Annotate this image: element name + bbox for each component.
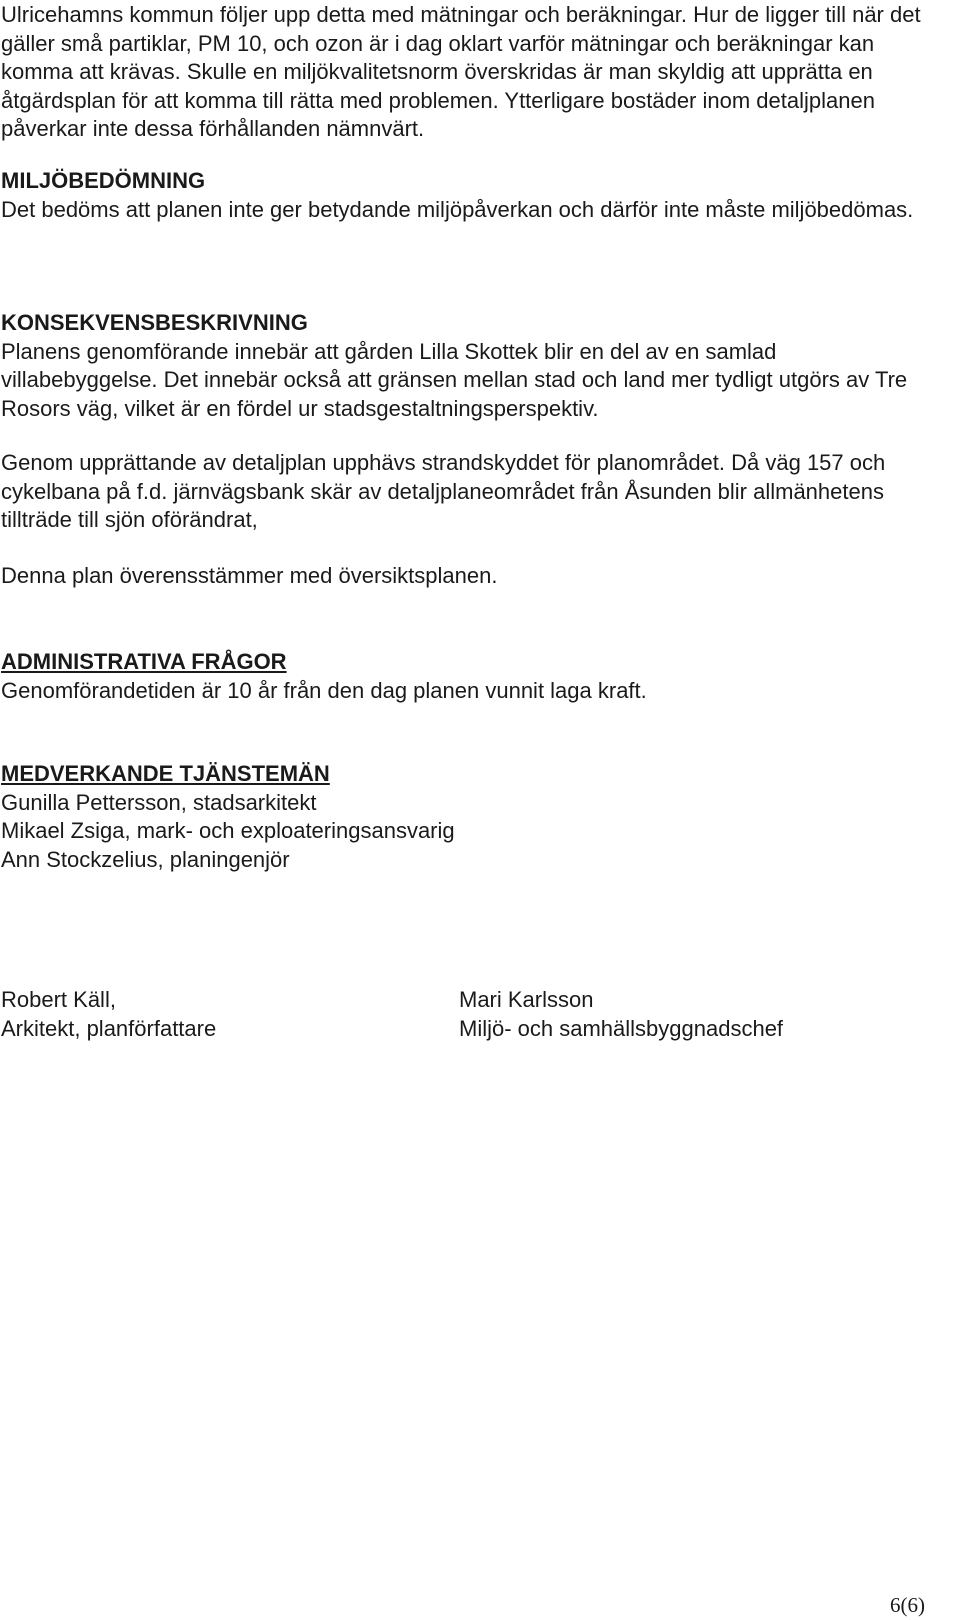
- page-number: 6(6): [890, 1593, 925, 1617]
- konsekvens-paragraph-2-block: [1, 449, 931, 535]
- section-miljobedomning: [1, 167, 931, 224]
- konsekvens-paragraph-3: Denna plan överensstämmer med översiktsplanen.: [1, 563, 498, 588]
- konsekvens-paragraph-2: Genom upprättande av detaljplan upphävs strandskyddet för planområdet. Då väg 157 och cykelbana på f.d. järnvägsbank skär av detaljplaneområdet från Åsunden blir allmänhetens tillträde till sjön oförändrat,: [1, 450, 886, 532]
- section-konsekvens: [1, 309, 931, 423]
- intro-text: Ulricehamns kommun följer upp detta med mätningar och beräkningar. Hur de ligger till när det gäller små partiklar, PM 10, och ozon är i dag oklart varför mätningar och beräkningar kan komma att krävas. Skulle en miljökvalitetsnorm överskridas är man skyldig att upprätta en åtgärdsplan för att komma till rätta med problemen. Ytterligare bostäder inom detaljplanen påverkar inte dessa förhållanden nämnvärt.: [1, 2, 921, 141]
- signature-left-name: Robert Käll,: [1, 987, 116, 1012]
- signature-right-name: Mari Karlsson: [459, 987, 594, 1012]
- miljobedomning-text: Det bedöms att planen inte ger betydande miljöpåverkan och därför inte måste miljöbedömas.: [1, 196, 914, 222]
- section-tjansteman: [1, 760, 931, 874]
- tjansteman-name-3: Ann Stockzelius, planingenjör: [1, 846, 290, 872]
- section-heading-admin: ADMINISTRATIVA FRÅGOR: [1, 649, 287, 674]
- signature-right-title: Miljö- och samhällsbyggnadschef: [459, 1015, 784, 1041]
- signature-left: [1, 986, 421, 1043]
- section-heading-tjansteman: MEDVERKANDE TJÄNSTEMÄN: [1, 761, 330, 786]
- signature-left-title: Arkitekt, planförfattare: [1, 1015, 217, 1041]
- konsekvens-paragraph-1: Planens genomförande innebär att gården Lilla Skottek blir en del av en samlad villabebyggelse. Det innebär också att gränsen mellan stad och land mer tydligt utgörs av Tre Rosors väg, vilket är en fördel ur stadsgestaltningsperspektiv.: [1, 338, 908, 421]
- konsekvens-paragraph-3-block: [1, 562, 931, 591]
- section-admin: [1, 648, 931, 705]
- signature-right: [459, 986, 879, 1043]
- admin-text: Genomförandetiden är 10 år från den dag planen vunnit laga kraft.: [1, 677, 647, 703]
- section-heading-miljobedomning: MILJÖBEDÖMNING: [1, 168, 206, 193]
- section-heading-konsekvens: KONSEKVENSBESKRIVNING: [1, 310, 308, 335]
- tjansteman-name-2: Mikael Zsiga, mark- och exploateringsansvarig: [1, 818, 455, 843]
- tjansteman-name-1: Gunilla Pettersson, stadsarkitekt: [1, 789, 317, 815]
- intro-paragraph: [1, 1, 931, 144]
